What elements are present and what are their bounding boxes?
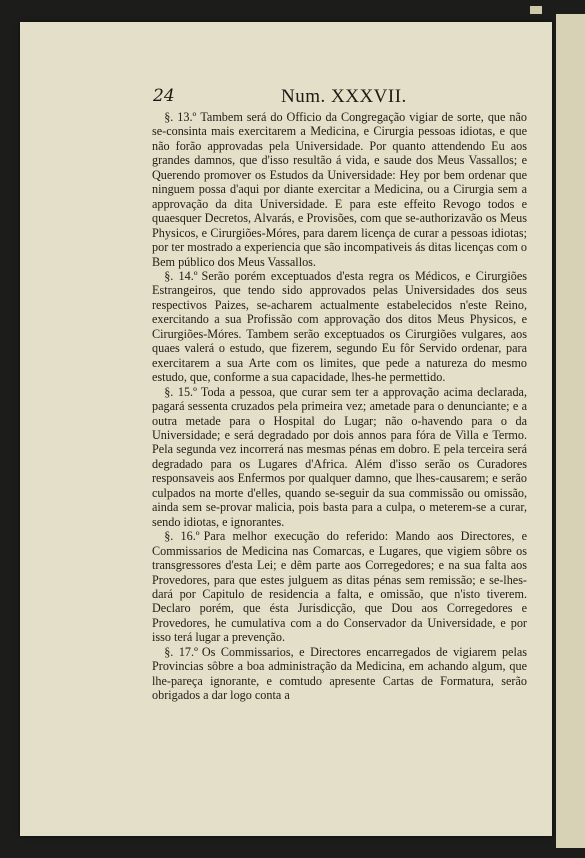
paragraph-text: Serão porém exceptuados d'esta regra os Médicos, e Cirurgiões Estrangeiros, que tendo sido approvados pelas Universidades dos seus respectivos Paizes, se-acharem actualmente estabelecidos n'este Reino, exercitando a sua Profissão com approvação dos ditos Meus Physicos, e Cirurgiões-Móres. Tambem serão exceptuados os Cirurgiões vulgares, aos quaes valerá o estudo, que fizerem, segundo Eu fôr Servido ordenar, para exercitarem a sua Arte com os limites, que pede a natureza do mesmo estudo, que, conforme a sua capacidade, lhes-he permettido.: [152, 268, 527, 385]
paragraph-text: Tambem será do Officio da Congregação vigiar de sorte, que não se-consinta mais exercitarem a Medicina, e Cirurgia pessoas idiotas, e que não forão approvadas pela Universidade. Por quanto attendendo Eu aos grandes damnos, que d'isso resultão á vida, e saude dos Meus Vassallos; e Querendo promover os Estudos da Universidade: Hey por bem ordenar que ninguem possa d'aqui por diante exercitar a Medicina, ou a Cirurgia sem a approvação da dita Universidade. E para este effeito Revogo todos e quaesquer Decretos, Alvarás, e Provisões, com que se-authorizavão os Meus Physicos, e Cirurgiões-Móres, para darem licença de curar a pessoas idiotas; por ter mostrado a experiencia que são incompativeis ás ditas licenças com o Bem público dos Meus Vassallos.: [152, 110, 528, 269]
paragraph-14: [152, 269, 527, 385]
paragraph-text: Os Commissarios, e Directores encarregados de vigiarem pelas Provincias sôbre a boa administração da Medicina, em achando algum, que lhe-pareça ignorante, e comtudo apresente Cartas de Formatura, serão obrigados a dar logo conta a: [152, 644, 527, 703]
section-number: §. 13.º: [164, 110, 197, 124]
section-number: §. 17.º: [164, 644, 198, 659]
running-title: Num. XXXVII.: [281, 86, 407, 107]
section-number: §. 14.º: [164, 268, 198, 283]
paragraph-17: [152, 645, 527, 703]
page-number: 24: [153, 86, 175, 106]
page-header: [153, 86, 513, 108]
adjacent-page-edge: [556, 14, 585, 848]
paragraph-text: Para melhor execução do referido: Mando aos Directores, e Commissarios de Medicina nas Comarcas, e Lugares, que vigiem sôbre os transgressores d'esta Lei; e dêm parte aos Corregedores; e na sua falta aos Provedores, para que estes julguem as ditas pénas sem remissão; e se-lhes-dará por Capitulo de residencia a falta, e omissão, que n'isto tiverem. Declaro porém, que ésta Jurisdicção, que Dou aos Corregedores e Provedores, he cumulativa com a do Conservador da Universidade, e por isso terá lugar a prevenção.: [152, 529, 528, 645]
paragraph-15: [152, 385, 527, 530]
section-number: §. 16.º: [164, 529, 200, 544]
paragraph-16: [152, 529, 527, 645]
page-corner-mark: [530, 6, 542, 14]
section-number: §. 15.º: [164, 384, 197, 399]
paragraph-13: [152, 110, 527, 269]
paragraph-text: Toda a pessoa, que curar sem ter a approvação acima declarada, pagará sessenta cruzados pela primeira vez; ametade para o denunciante; e a outra metade para o Hospital do Lugar; não o-havendo para o da Universidade; e será degradado por dois annos para fóra de Villa e Termo. Pela segunda vez incorrerá nas mesmas pénas em dobro. E pela terceira será degradado para os Lugares d'Africa. Além d'isso serão os Curadores responsaveis aos Enfermos por qualquer damno, que lhes-causarem; e serão culpados na morte d'elles, quando se-seguir da sua commissão ou omissão, ainda sem se-provar malicia, pois basta para a culpa, o meterem-se a curar, sendo idiotas, e ignorantes.: [152, 384, 527, 529]
body-text: [152, 110, 527, 703]
